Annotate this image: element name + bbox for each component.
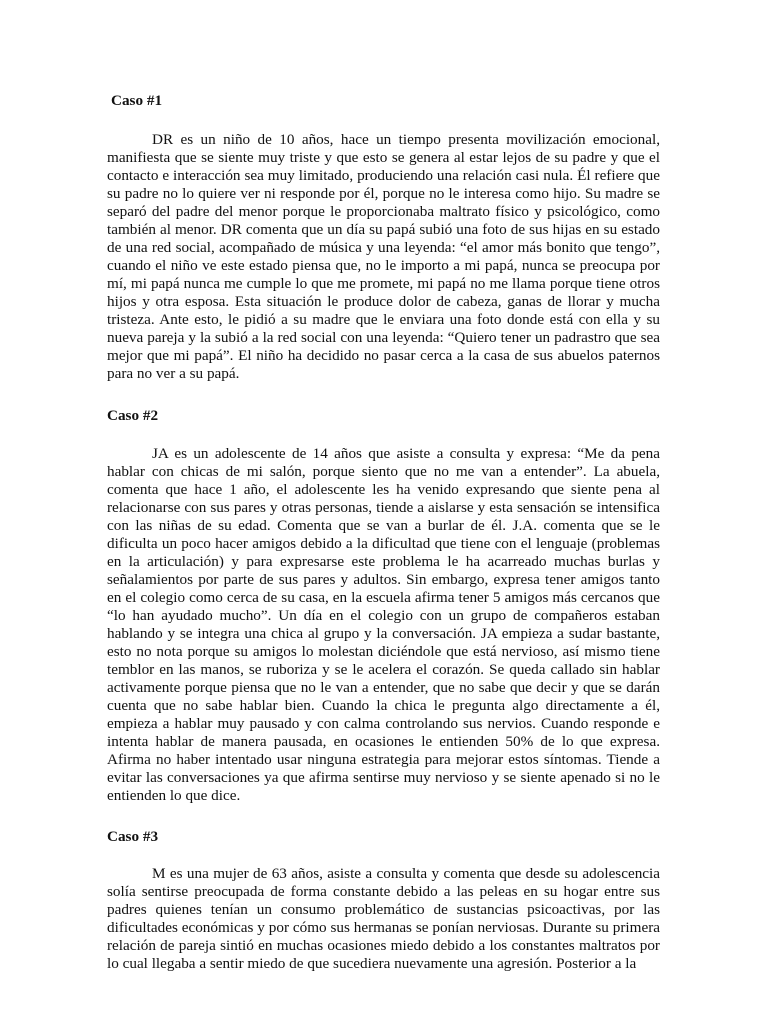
case-2-heading: Caso #2 [107,407,159,424]
case-2-paragraph: JA es un adolescente de 14 años que asiste a consulta y expresa: “Me da pena hablar con chicas de mi salón, porque siento que no me van a entender”. La abuela, comenta que hace 1 año, el adolescente les ha venido expresando que siente pena al relacionarse con sus pares y otras personas, tiende a aislarse y esta sensación se intensifica con las niñas de su edad. Comenta que se van a burlar de él. J.A. comenta que se le dificulta un poco hacer amigos debido a la dificultad que tiene con el lenguaje (problemas en la articulación) y para expresarse este problema le ha acarreado muchas burlas y señalamientos por parte de sus pares y adultos. Sin embargo, expresa tener amigos tanto en el colegio como cerca de su casa, en la escuela afirma tener 5 amigos más cercanos que “lo han ayudado mucho”. Un día en el colegio con un grupo de compañeros estaban hablando y se integra una chica al grupo y la conversación. JA empieza a sudar bastante, esto no nota porque su amigos lo molestan diciéndole que está nervioso, así mismo tiene temblor en las manos, se ruboriza y se le acelera el corazón. Se queda callado sin hablar activamente porque piensa que no le van a entender, que no sabe que decir y que se darán cuenta que no sabe hablar bien. Cuando la chica le pregunta algo directamente a él, empieza a hablar muy pausado y con calma controlando sus nervios. Cuando responde e intenta hablar de manera pausada, en ocasiones le entienden 50% de lo que expresa. Afirma no haber intentado usar ninguna estrategia para mejorar estos síntomas. Tiende a evitar las conversaciones ya que afirma sentirse muy nervioso y se siente apenado si no le entienden lo que dice. [107,445,660,804]
document-page [107,88,660,973]
case-1-heading: Caso #1 [111,92,163,109]
case-3-paragraph: M es una mujer de 63 años, asiste a consulta y comenta que desde su adolescencia solía sentirse preocupada de forma constante debido a las peleas en su hogar entre sus padres quienes tenían un consumo problemático de sustancias psicoactivas, por las dificultades económicas y por cómo sus hermanas se ponían nerviosas. Durante su primera relación de pareja sintió en muchas ocasiones miedo debido a los constantes maltratos por lo cual llegaba a sentir miedo de que sucediera nuevamente una agresión. Posterior a la [107,865,660,972]
case-1-paragraph: DR es un niño de 10 años, hace un tiempo presenta movilización emocional, manifiesta que se siente muy triste y que esto se genera al estar lejos de su padre y que el contacto e interacción sea muy limitado, produciendo una relación casi nula. Él refiere que su padre no lo quiere ver ni responde por él, porque no le interesa como hijo. Su madre se separó del padre del menor porque le proporcionaba maltrato físico y psicológico, como también al menor. DR comenta que un día su papá subió una foto de sus hijas en su estado de una red social, acompañado de música y una leyenda: “el amor más bonito que tengo”, cuando el niño ve este estado piensa que, no le importo a mi papá, nunca se preocupa por mí, mi papá nunca me cumple lo que me promete, mi papá no me llama porque tiene otros hijos y otra esposa. Esta situación le produce dolor de cabeza, ganas de llorar y mucha tristeza. Ante esto, le pidió a su madre que le enviara una foto donde está con ella y su nueva pareja y la subió a la red social con una leyenda: “Quiero tener un padrastro que sea mejor que mi papá”. El niño ha decidido no pasar cerca a la casa de sus abuelos paternos para no ver a su papá. [107,131,660,382]
case-3-heading: Caso #3 [107,828,159,845]
